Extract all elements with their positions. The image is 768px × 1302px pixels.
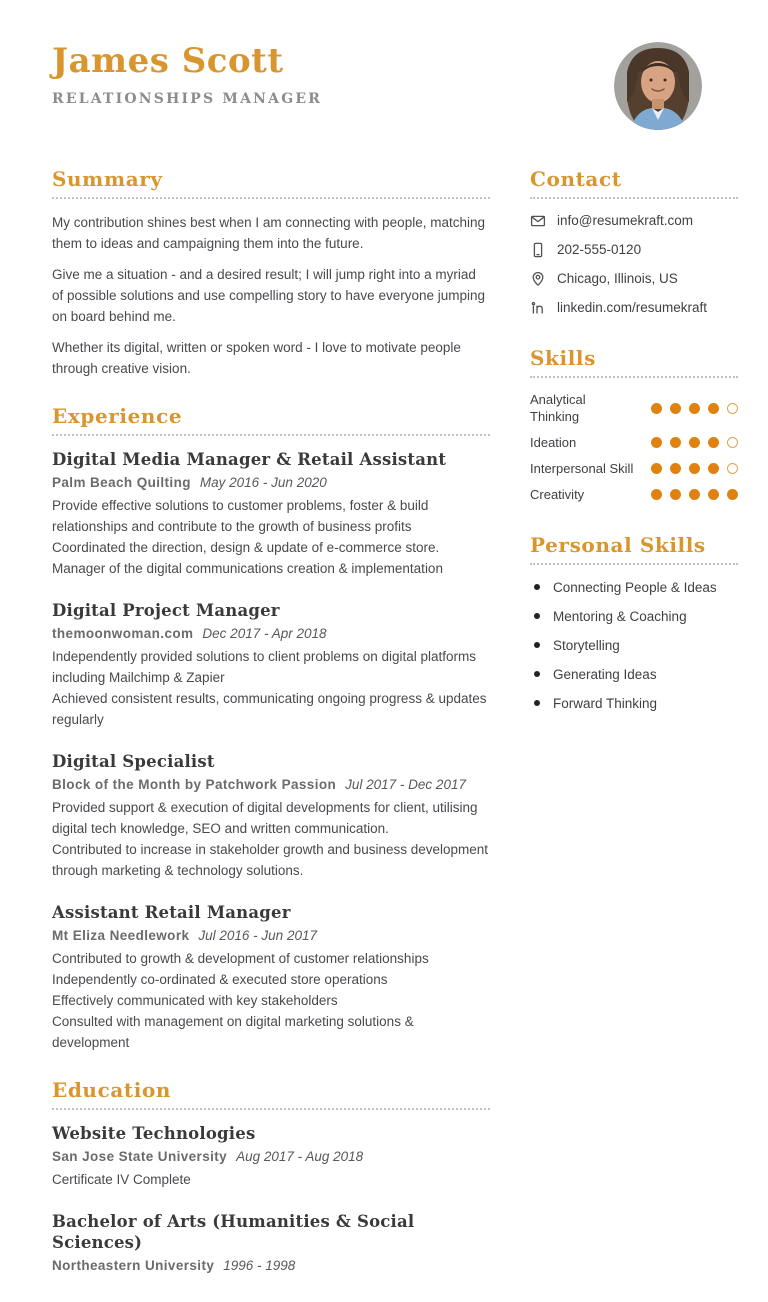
skill-dot-filled: [670, 489, 681, 500]
contact-list: [530, 212, 738, 316]
job-description-line: Independently co-ordinated & executed store operations: [52, 972, 388, 987]
skill-rating-dots: [651, 403, 738, 414]
skill-dot-filled: [689, 403, 700, 414]
personal-skill-label: Mentoring & Coaching: [553, 609, 687, 624]
experience-entry: [52, 902, 490, 1053]
skill-dot-filled: [670, 437, 681, 448]
personal-skill-item: [530, 636, 738, 655]
skill-dot-filled: [651, 489, 662, 500]
experience-entry: [52, 449, 490, 579]
job-meta: [52, 926, 490, 946]
contact-value: linkedin.com/resumekraft: [557, 300, 708, 315]
job-dates: Jul 2017 - Dec 2017: [345, 777, 466, 792]
experience-entry: [52, 751, 490, 881]
job-description: [52, 797, 490, 881]
contact-section: [530, 168, 738, 316]
job-description: [52, 495, 490, 579]
school-name: Northeastern University: [52, 1258, 215, 1273]
phone-icon: [530, 242, 546, 258]
bullet-icon: [534, 642, 540, 648]
summary-heading: Summary: [52, 168, 490, 199]
personal-skill-item: [530, 578, 738, 597]
bullet-icon: [534, 671, 540, 677]
skill-dot-filled: [708, 463, 719, 474]
job-title: Digital Project Manager: [52, 601, 280, 620]
contact-heading: Contact: [530, 168, 738, 199]
skill-row: [530, 486, 738, 503]
personal-skills-heading: Personal Skills: [530, 534, 738, 565]
skill-dot-empty: [727, 437, 738, 448]
skill-rating-dots: [651, 463, 738, 474]
email-icon: [530, 213, 546, 229]
skills-heading: Skills: [530, 347, 738, 378]
bullet-icon: [534, 584, 540, 590]
summary-paragraphs: [52, 212, 490, 379]
bullet-icon: [534, 700, 540, 706]
skill-dot-filled: [651, 403, 662, 414]
job-description: [52, 948, 490, 1053]
skill-dot-filled: [651, 437, 662, 448]
personal-skill-label: Forward Thinking: [553, 696, 658, 711]
summary-paragraph: My contribution shines best when I am connecting with people, matching them to ideas and campaigning them into the future.: [52, 215, 485, 251]
skill-dot-filled: [708, 437, 719, 448]
contact-value: 202-555-0120: [557, 242, 642, 257]
personal-skill-label: Storytelling: [553, 638, 620, 653]
personal-skill-label: Generating Ideas: [553, 667, 657, 682]
education-heading: Education: [52, 1079, 490, 1110]
contact-row: [530, 241, 738, 258]
personal-skill-item: [530, 607, 738, 626]
job-description: [52, 646, 490, 730]
job-title: Assistant Retail Manager: [52, 903, 291, 922]
candidate-name: James Scott: [52, 41, 284, 81]
job-description-line: Coordinated the direction, design & update of e-commerce store.: [52, 540, 440, 555]
skill-label: Interpersonal Skill: [530, 461, 634, 476]
education-items: [52, 1123, 490, 1276]
skill-label: Ideation: [530, 435, 577, 450]
skill-row: [530, 391, 738, 425]
personal-skills-section: [530, 534, 738, 713]
degree-title: Bachelor of Arts (Humanities & Social Sciences): [52, 1212, 415, 1252]
left-column: [52, 168, 490, 1302]
job-title: Digital Specialist: [52, 752, 215, 771]
skill-label: Analytical Thinking: [530, 392, 586, 424]
experience-section: [52, 405, 490, 1053]
education-section: [52, 1079, 490, 1276]
contact-row: [530, 212, 738, 229]
bullet-icon: [534, 613, 540, 619]
job-meta: [52, 775, 490, 795]
education-dates: 1996 - 1998: [223, 1258, 296, 1273]
personal-skill-label: Connecting People & Ideas: [553, 580, 717, 595]
education-note: Certificate IV Complete: [52, 1172, 191, 1187]
linkedin-icon: [530, 300, 546, 316]
skill-dot-empty: [727, 463, 738, 474]
experience-jobs: [52, 449, 490, 1053]
skill-label: Creativity: [530, 487, 585, 502]
skill-rating-dots: [651, 489, 738, 500]
company-name: Mt Eliza Needlework: [52, 928, 190, 943]
location-icon: [530, 271, 546, 287]
personal-skill-item: [530, 665, 738, 684]
job-meta: [52, 473, 490, 493]
candidate-job-title: RELATIONSHIPS MANAGER: [52, 91, 323, 107]
education-meta: [52, 1147, 490, 1167]
contact-row: [530, 270, 738, 287]
skill-dot-filled: [651, 463, 662, 474]
education-meta: [52, 1256, 490, 1276]
job-dates: May 2016 - Jun 2020: [199, 475, 327, 490]
profile-photo: [614, 42, 702, 130]
job-description-line: Contributed to growth & development of customer relationships: [52, 951, 429, 966]
job-meta: [52, 624, 490, 644]
skill-dot-filled: [708, 403, 719, 414]
school-name: San Jose State University: [52, 1149, 228, 1164]
job-description-line: Effectively communicated with key stakeholders: [52, 993, 338, 1008]
skill-row: [530, 434, 738, 451]
company-name: Block of the Month by Patchwork Passion: [52, 777, 337, 792]
contact-value: info@resumekraft.com: [557, 213, 693, 228]
skill-dot-filled: [689, 489, 700, 500]
education-entry: [52, 1211, 490, 1276]
job-description-line: Provide effective solutions to customer problems, foster & build relationships and contribute to the growth of business profits: [52, 498, 429, 534]
job-description-line: Independently provided solutions to client problems on digital platforms including Mailchimp & Zapier: [52, 649, 476, 685]
job-description-line: Contributed to increase in stakeholder growth and business development through marketing & technology solutions.: [52, 842, 489, 878]
job-dates: Jul 2016 - Jun 2017: [198, 928, 317, 943]
summary-paragraph: Whether its digital, written or spoken word - I love to motivate people through creative vision.: [52, 340, 461, 376]
company-name: themoonwoman.com: [52, 626, 194, 641]
personal-skill-item: [530, 694, 738, 713]
degree-title: Website Technologies: [52, 1124, 256, 1143]
contact-row: [530, 299, 738, 316]
experience-heading: Experience: [52, 405, 490, 436]
job-dates: Dec 2017 - Apr 2018: [202, 626, 327, 641]
skill-dot-empty: [727, 403, 738, 414]
personal-skills-list: [530, 578, 738, 713]
summary-section: [52, 168, 490, 379]
skill-rating-dots: [651, 437, 738, 448]
education-dates: Aug 2017 - Aug 2018: [236, 1149, 364, 1164]
skill-dot-filled: [670, 403, 681, 414]
portrait-illustration: [614, 42, 702, 130]
job-description-line: Manager of the digital communications creation & implementation: [52, 561, 443, 576]
skill-dot-filled: [689, 437, 700, 448]
job-description-line: Consulted with management on digital marketing solutions & development: [52, 1014, 414, 1050]
company-name: Palm Beach Quilting: [52, 475, 191, 490]
summary-paragraph: Give me a situation - and a desired result; I will jump right into a myriad of possible solutions and use compelling story to have everyone jumping on board behind me.: [52, 267, 486, 324]
skill-row: [530, 460, 738, 477]
job-description-line: Achieved consistent results, communicating ongoing progress & updates regularly: [52, 691, 487, 727]
main-content: [52, 168, 738, 1302]
skill-dot-filled: [727, 489, 738, 500]
header: [52, 42, 736, 130]
job-title: Digital Media Manager & Retail Assistant: [52, 450, 447, 469]
contact-value: Chicago, Illinois, US: [557, 271, 678, 286]
right-column: [530, 168, 738, 739]
skills-list: [530, 391, 738, 503]
job-description-line: Provided support & execution of digital developments for client, utilising digital tech knowledge, SEO and written communication.: [52, 800, 478, 836]
skill-dot-filled: [689, 463, 700, 474]
education-entry: [52, 1123, 490, 1190]
skill-dot-filled: [708, 489, 719, 500]
header-identity: [52, 42, 322, 107]
skill-dot-filled: [670, 463, 681, 474]
experience-entry: [52, 600, 490, 730]
skills-section: [530, 347, 738, 503]
